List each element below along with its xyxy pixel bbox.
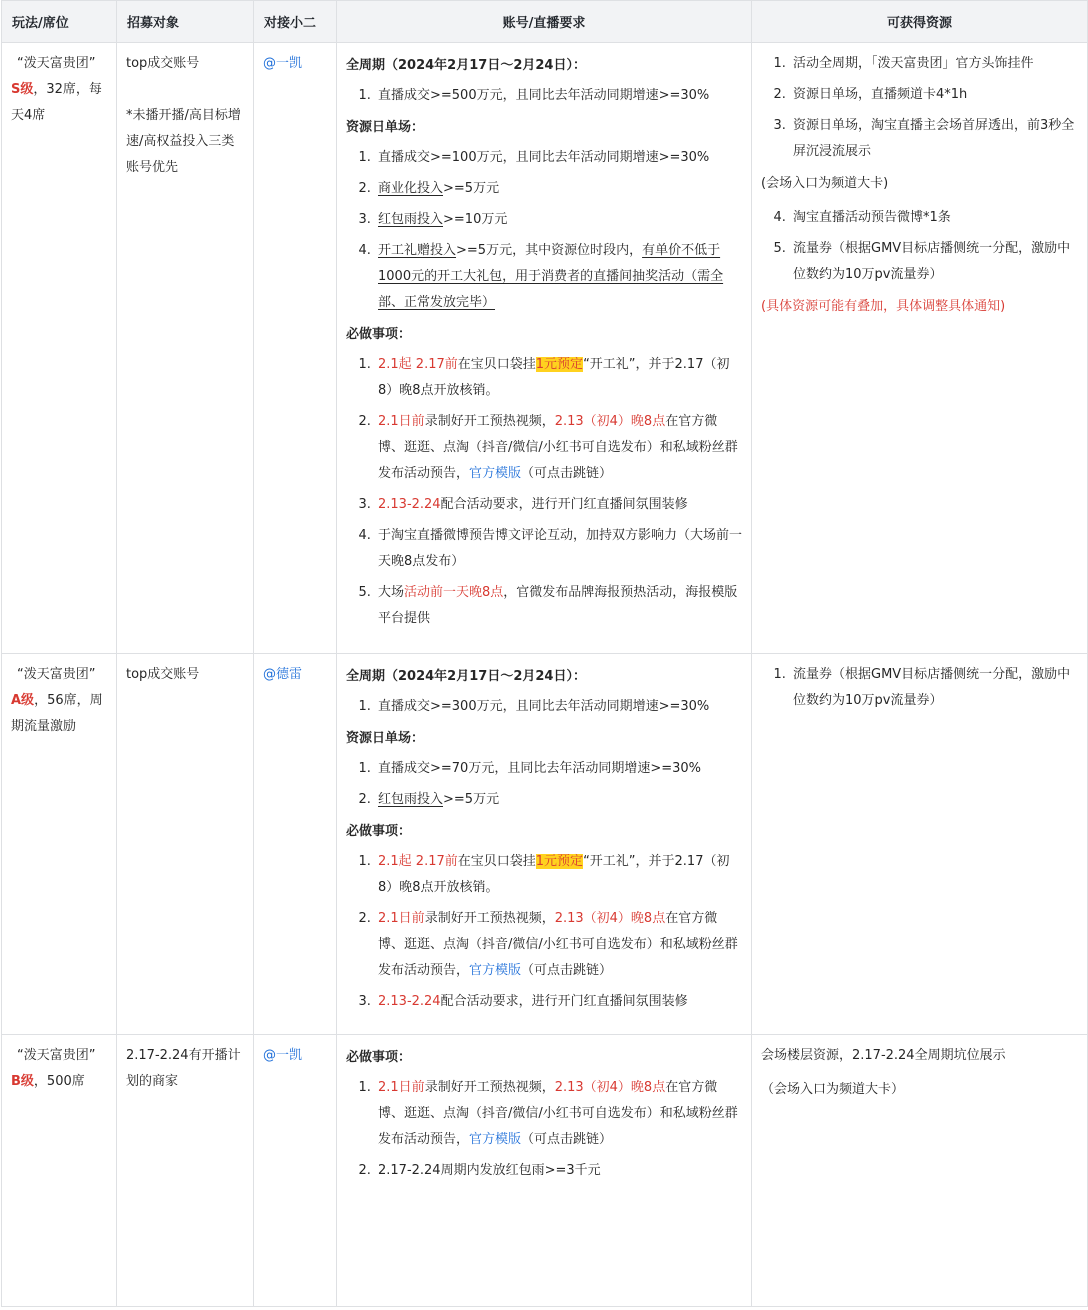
underlined-text: 有单价不低于1000元的开工大礼包，用于消费者的直播间抽奖活动（需全部、正常发放完毕） — [378, 243, 724, 310]
list-item — [375, 1075, 743, 1153]
tier-detail — [11, 77, 108, 129]
list-item: 1. 直播成交>=70万元，且同比去年活动同期增速>=30% — [375, 756, 743, 782]
target-cell — [117, 654, 254, 1035]
resource-day-title: 资源日单场： — [346, 120, 425, 135]
tier-cell — [2, 43, 117, 654]
header-requirements: 账号/直播要求 — [337, 1, 752, 43]
date-text: 2.13（初4）晚8点 — [554, 1080, 666, 1095]
list-item-text: 配合活动要求，进行开门红直播间氛围装修 — [440, 994, 688, 1009]
resource-day-list — [346, 145, 743, 316]
header-target: 招募对象 — [117, 1, 254, 43]
date-text: 2.13-2.24 — [378, 497, 441, 512]
tier-level: A级 — [11, 693, 35, 708]
list-item — [375, 787, 743, 813]
contact-cell — [254, 43, 337, 654]
header-tier: 玩法/席位 — [2, 1, 117, 43]
must-do-title: 必做事项： — [346, 824, 412, 839]
list-item-text: 在官方微博、逛逛、点淘（抖音/微信/小红书可自选发布）和私域粉丝群发布活动预告， — [378, 1080, 738, 1147]
tier-name: “泼天富贵团” — [17, 56, 96, 71]
list-item-text: 在宝贝口袋挂 — [457, 854, 536, 869]
list-item-text: （可点击跳链） — [521, 1132, 613, 1147]
list-item-text: 录制好开工预热视频， — [424, 1080, 555, 1095]
list-item-text: >=5万元 — [443, 181, 500, 196]
must-do-list — [346, 352, 743, 632]
full-period-list — [346, 83, 743, 109]
list-item — [375, 207, 743, 233]
list-item-text: ，官微发布品牌海报预热活动，海报模版平台提供 — [378, 585, 738, 626]
list-item-text: （可点击跳链） — [521, 963, 613, 978]
target-text: top成交账号 — [126, 667, 200, 682]
list-item — [375, 176, 743, 202]
list-item-text: 录制好开工预热视频， — [424, 414, 555, 429]
list-item-text: 大场 — [378, 585, 405, 600]
tier-cell — [2, 654, 117, 1035]
list-item — [375, 580, 743, 632]
table-header-row — [2, 1, 1088, 43]
full-period-title: 全周期（2024年2月17日～2月24日）： — [346, 669, 586, 684]
list-item: 2. 资源日单场，直播频道卡4*1h — [790, 82, 1079, 108]
list-item: 4. 于淘宝直播微博预告博文评论互动，加持双方影响力（大场前一天晚8点发布） — [375, 523, 743, 575]
requirements-cell — [337, 1035, 752, 1307]
list-item: 3. 资源日单场，淘宝直播主会场首屏透出，前3秒全屏沉浸流展示 — [790, 113, 1079, 165]
must-do-list — [346, 1075, 743, 1184]
tier-cell — [2, 1035, 117, 1307]
must-do-title: 必做事项： — [346, 1050, 412, 1065]
must-do-list — [346, 849, 743, 1015]
date-text: 活动前一天晚8点 — [404, 585, 504, 600]
contact-cell — [254, 654, 337, 1035]
full-period-list — [346, 694, 743, 720]
resources-cell — [752, 654, 1088, 1035]
list-item-text: 在官方微博、逛逛、点淘（抖音/微信/小红书可自选发布）和私域粉丝群发布活动预告， — [378, 414, 738, 481]
list-item — [375, 352, 743, 404]
date-text: 2.1起 2.17前 — [378, 854, 458, 869]
list-item-text: （可点击跳链） — [521, 466, 613, 481]
tier-desc: ，500席 — [33, 1074, 85, 1089]
list-item-text: 在官方微博、逛逛、点淘（抖音/微信/小红书可自选发布）和私域粉丝群发布活动预告， — [378, 911, 738, 978]
contact-cell — [254, 1035, 337, 1307]
target-cell — [117, 1035, 254, 1307]
template-link[interactable]: 官方模版 — [469, 963, 522, 978]
table-row — [2, 1035, 1088, 1307]
resource-note: (具体资源可能有叠加，具体调整具体通知) — [761, 299, 1006, 314]
list-item-text: >=5万元，其中资源位时段内， — [456, 243, 643, 258]
list-item — [375, 989, 743, 1015]
tier-name: “泼天富贵团” — [17, 667, 96, 682]
table-row — [2, 43, 1088, 654]
requirements-cell — [337, 43, 752, 654]
highlight-text: 1元预定 — [535, 357, 584, 372]
list-item — [375, 238, 743, 316]
list-item-text: 配合活动要求，进行开门红直播间氛围装修 — [440, 497, 688, 512]
resources-list-b — [761, 205, 1079, 288]
resource-paren: （会场入口为频道大卡） — [761, 1082, 905, 1097]
resource-day-title: 资源日单场： — [346, 731, 425, 746]
contact-mention[interactable]: @一凯 — [263, 1048, 303, 1063]
template-link[interactable]: 官方模版 — [469, 1132, 522, 1147]
target-text: 2.17-2.24有开播计划的商家 — [126, 1048, 241, 1089]
list-item-text: 录制好开工预热视频， — [424, 911, 555, 926]
resources-cell — [752, 43, 1088, 654]
date-text: 2.1日前 — [378, 1080, 425, 1095]
list-item: 2. 2.17-2.24周期内发放红包雨>=3千元 — [375, 1158, 743, 1184]
tier-name: “泼天富贵团” — [17, 1048, 96, 1063]
list-item — [375, 492, 743, 518]
highlight-text: 1元预定 — [535, 854, 584, 869]
list-item — [375, 409, 743, 487]
table-row — [2, 654, 1088, 1035]
must-do-title: 必做事项： — [346, 327, 412, 342]
list-item-text: 在宝贝口袋挂 — [457, 357, 536, 372]
resources-list — [761, 51, 1079, 165]
list-item: 4. 淘宝直播活动预告微博*1条 — [790, 205, 1079, 231]
tier-desc: ，56席，周期流量激励 — [11, 693, 103, 734]
target-text: top成交账号 — [126, 56, 200, 71]
resource-day-list — [346, 756, 743, 813]
date-text: 2.13（初4）晚8点 — [554, 414, 666, 429]
list-item: 1. 直播成交>=100万元，且同比去年活动同期增速>=30% — [375, 145, 743, 171]
list-item: 1. 活动全周期，「泼天富贵团」官方头饰挂件 — [790, 51, 1079, 77]
contact-mention[interactable]: @一凯 — [263, 56, 303, 71]
underlined-text: 红包雨投入 — [378, 212, 444, 227]
underlined-text: 开工礼赠投入 — [378, 243, 457, 258]
list-item — [375, 906, 743, 984]
list-item-text: “开工礼”，并于2.17（初8）晚8点开放核销。 — [378, 357, 730, 398]
requirements-cell — [337, 654, 752, 1035]
template-link[interactable]: 官方模版 — [469, 466, 522, 481]
tier-desc: ，32席，每天4席 — [11, 82, 102, 123]
list-item-text: >=5万元 — [443, 792, 500, 807]
list-item: 1. 流量券（根据GMV目标店播侧统一分配，激励中位数约为10万pv流量券） — [790, 662, 1079, 714]
recruitment-table — [1, 0, 1088, 1307]
tier-detail — [11, 688, 108, 740]
contact-mention[interactable]: @德雷 — [263, 667, 303, 682]
resource-paren: (会场入口为频道大卡) — [761, 176, 889, 191]
full-period-title: 全周期（2024年2月17日～2月24日）： — [346, 58, 586, 73]
target-cell — [117, 43, 254, 654]
resources-list — [761, 662, 1079, 714]
list-item: 1. 直播成交>=500万元，且同比去年活动同期增速>=30% — [375, 83, 743, 109]
header-resources: 可获得资源 — [752, 1, 1088, 43]
tier-level: B级 — [11, 1074, 34, 1089]
resources-cell — [752, 1035, 1088, 1307]
underlined-text: 红包雨投入 — [378, 792, 444, 807]
date-text: 2.1日前 — [378, 414, 425, 429]
date-text: 2.1起 2.17前 — [378, 357, 458, 372]
list-item-text: “开工礼”，并于2.17（初8）晚8点开放核销。 — [378, 854, 730, 895]
date-text: 2.13-2.24 — [378, 994, 441, 1009]
underlined-text: 商业化投入 — [378, 181, 444, 196]
date-text: 2.1日前 — [378, 911, 425, 926]
tier-level: S级 — [11, 82, 34, 97]
tier-detail — [11, 1069, 108, 1095]
resource-line: 会场楼层资源，2.17-2.24全周期坑位展示 — [761, 1048, 1006, 1063]
target-note: *未播开播/高目标增速/高权益投入三类账号优先 — [126, 108, 241, 175]
list-item-text: >=10万元 — [443, 212, 508, 227]
date-text: 2.13（初4）晚8点 — [554, 911, 666, 926]
list-item: 1. 直播成交>=300万元，且同比去年活动同期增速>=30% — [375, 694, 743, 720]
list-item: 5. 流量券（根据GMV目标店播侧统一分配，激励中位数约为10万pv流量券） — [790, 236, 1079, 288]
header-contact: 对接小二 — [254, 1, 337, 43]
list-item — [375, 849, 743, 901]
